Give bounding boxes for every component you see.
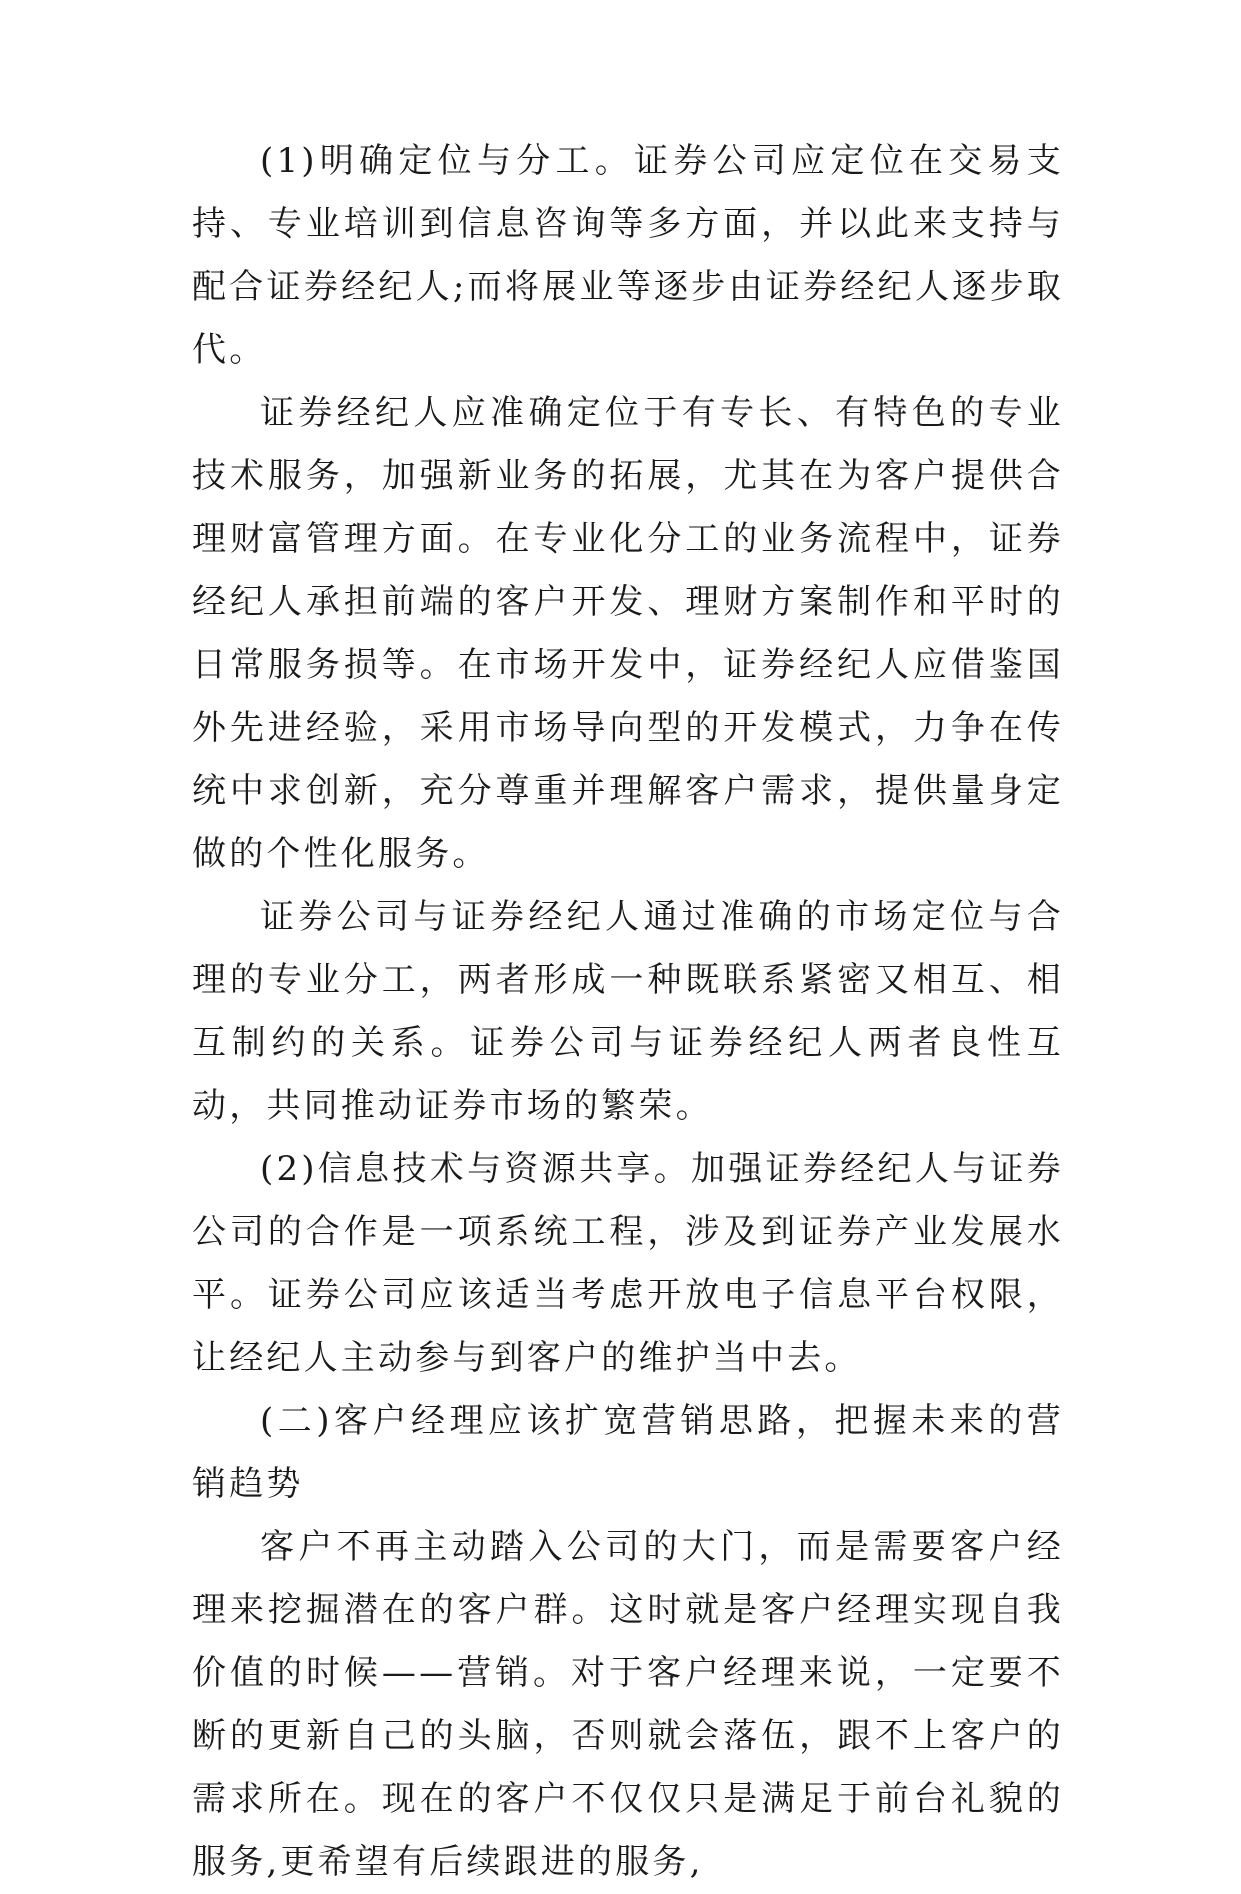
paragraph-broker-positioning: 证券经纪人应准确定位于有专长、有特色的专业技术服务，加强新业务的拓展，尤其在为客户提供合理财富管理方面。在专业化分工的业务流程中，证券经纪人承担前端的客户开发、理财方案制作和平时的日常服务损等。在市场开发中，证券经纪人应借鉴国外先进经验，采用市场导向型的开发模式，力争在传统中求创新，充分尊重并理解客户需求，提供量身定做的个性化服务。 [192,393,1064,874]
section-heading-marketing: (二)客户经理应该扩宽营销思路，把握未来的营销趋势 [192,1401,1064,1504]
document-body [192,130,1064,1894]
paragraph-info-sharing: (2)信息技术与资源共享。加强证券经纪人与证券公司的合作是一项系统工程，涉及到证券产业发展水平。证券公司应该适当考虑开放电子信息平台权限，让经纪人主动参与到客户的维护当中去。 [192,1149,1064,1378]
paragraph-interaction: 证券公司与证券经纪人通过准确的市场定位与合理的专业分工，两者形成一种既联系紧密又相互、相互制约的关系。证券公司与证券经纪人两者良性互动，共同推动证券市场的繁荣。 [192,897,1064,1126]
paragraph-positioning-division: (1)明确定位与分工。证券公司应定位在交易支持、专业培训到信息咨询等多方面，并以此来支持与配合证券经纪人;而将展业等逐步由证券经纪人逐步取代。 [192,141,1064,370]
paragraph-marketing: 客户不再主动踏入公司的大门，而是需要客户经理来挖掘潜在的客户群。这时就是客户经理实现自我价值的时候——营销。对于客户经理来说，一定要不断的更新自己的头脑，否则就会落伍，跟不上客户的需求所在。现在的客户不仅仅只是满足于前台礼貌的服务,更希望有后续跟进的服务, [192,1527,1064,1882]
